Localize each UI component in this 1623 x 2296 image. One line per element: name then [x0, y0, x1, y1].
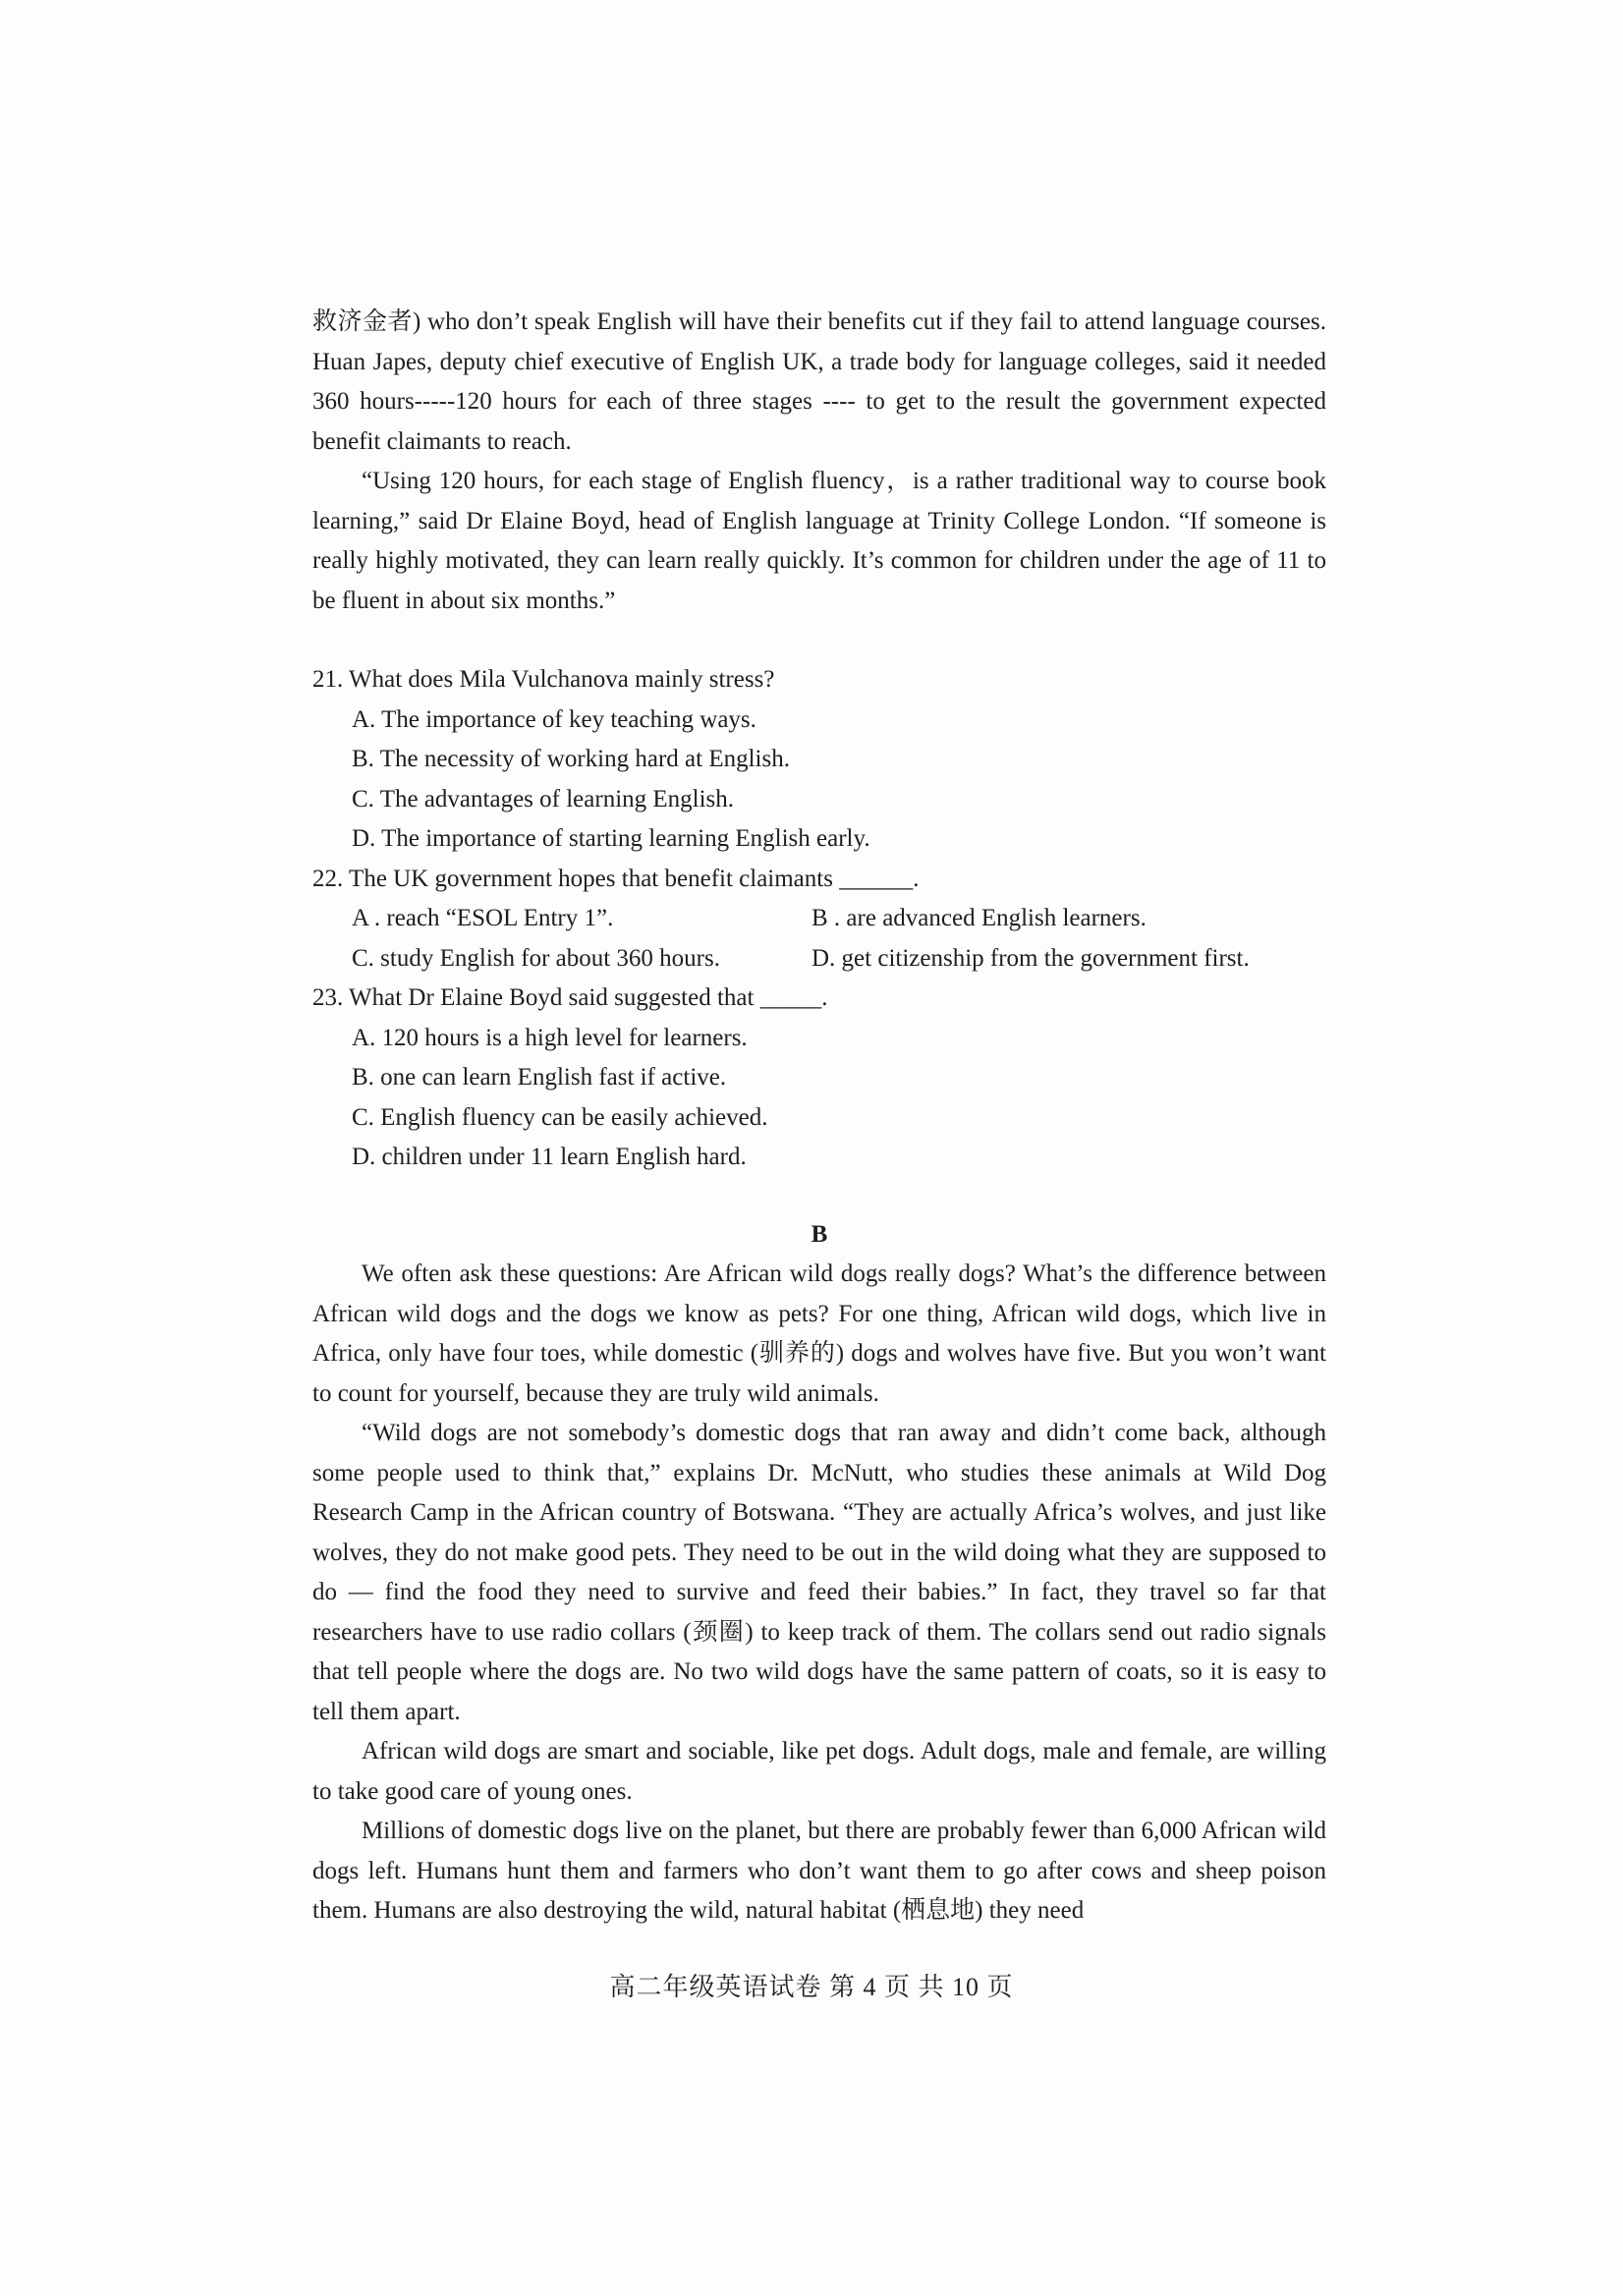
section-b-title: B — [811, 1220, 828, 1248]
option-c: C. The advantages of learning English. — [352, 785, 735, 812]
option-c: C. English fluency can be easily achieved. — [352, 1103, 768, 1131]
page-content — [312, 303, 1326, 1932]
question-stem: 22. The UK government hopes that benefit claimants ______. — [312, 865, 920, 892]
option-b: B. one can learn English fast if active. — [352, 1064, 727, 1091]
passage-a-paragraph-2: “Using 120 hours, for each stage of English fluency，is a rather traditional way to course book learning,” said Dr Elaine Boyd, head of English language at Trinity College London. “If someone is really highly motivated, they can learn really quickly. It’s common for children under the age of 11 to be fluent in about six months.” — [312, 468, 1326, 614]
option-b: B. The necessity of working hard at English. — [352, 746, 790, 772]
question-23 — [312, 979, 1326, 1178]
option-d: D. get citizenship from the government first. — [812, 944, 1250, 972]
passage-a-paragraph-1: 救济金者) who don’t speak English will have their benefits cut if they fail to attend language courses. Huan Japes, deputy chief executive of English UK, a trade body for language colleges, said it needed 360 hours-----120 hours for each of three stages ---- to get to the result the government expected benefit claimants to reach. — [312, 308, 1326, 455]
option-d: D. children under 11 learn English hard. — [352, 1144, 747, 1170]
passage-b-paragraph-3: African wild dogs are smart and sociable, like pet dogs. Adult dogs, male and female, are willing to take good care of young ones. — [312, 1738, 1326, 1805]
option-b: B . are advanced English learners. — [812, 905, 1147, 931]
question-21 — [312, 660, 1326, 860]
passage-b-paragraph-2: “Wild dogs are not somebody’s domestic dogs that ran away and didn’t come back, although some people used to think that,” explains Dr. McNutt, who studies these animals at Wild Dog Research Camp in the African country of Botswana. “They are actually Africa’s wolves, and just like wolves, they do not make good pets. They need to be out in the wild doing what they are supposed to do — find the food they need to survive and feed their babies.” In fact, they travel so far that researchers have to use radio collars (颈圈) to keep track of them. The collars send out radio signals that tell people where the dogs are. No two wild dogs have the same pattern of coats, so it is easy to tell them apart. — [312, 1420, 1326, 1725]
question-stem: 23. What Dr Elaine Boyd said suggested that _____. — [312, 984, 828, 1011]
passage-b-paragraph-1: We often ask these questions: Are African wild dogs really dogs? What’s the difference between African wild dogs and the dogs we know as pets? For one thing, African wild dogs, which live in Africa, only have four toes, while domestic (驯养的) dogs and wolves have five. But you won’t want to count for yourself, because they are truly wild animals. — [312, 1260, 1326, 1407]
passage-b-paragraph-4: Millions of domestic dogs live on the planet, but there are probably fewer than 6,000 African wild dogs left. Humans hunt them and farmers who don’t want them to go after cows and sheep poison them. Humans are also destroying the wild, natural habitat (栖息地) they need — [312, 1818, 1326, 1924]
option-a: A. The importance of key teaching ways. — [352, 705, 756, 733]
option-a: A. 120 hours is a high level for learners. — [352, 1024, 748, 1051]
option-c: C. study English for about 360 hours. — [352, 944, 720, 972]
page-footer: 高二年级英语试卷 第 4 页 共 10 页 — [609, 1973, 1014, 2001]
question-22 — [312, 860, 1326, 980]
option-a: A . reach “ESOL Entry 1”. — [352, 905, 614, 931]
question-stem: 21. What does Mila Vulchanova mainly stress? — [312, 666, 775, 693]
option-d: D. The importance of starting learning English early. — [352, 825, 870, 852]
